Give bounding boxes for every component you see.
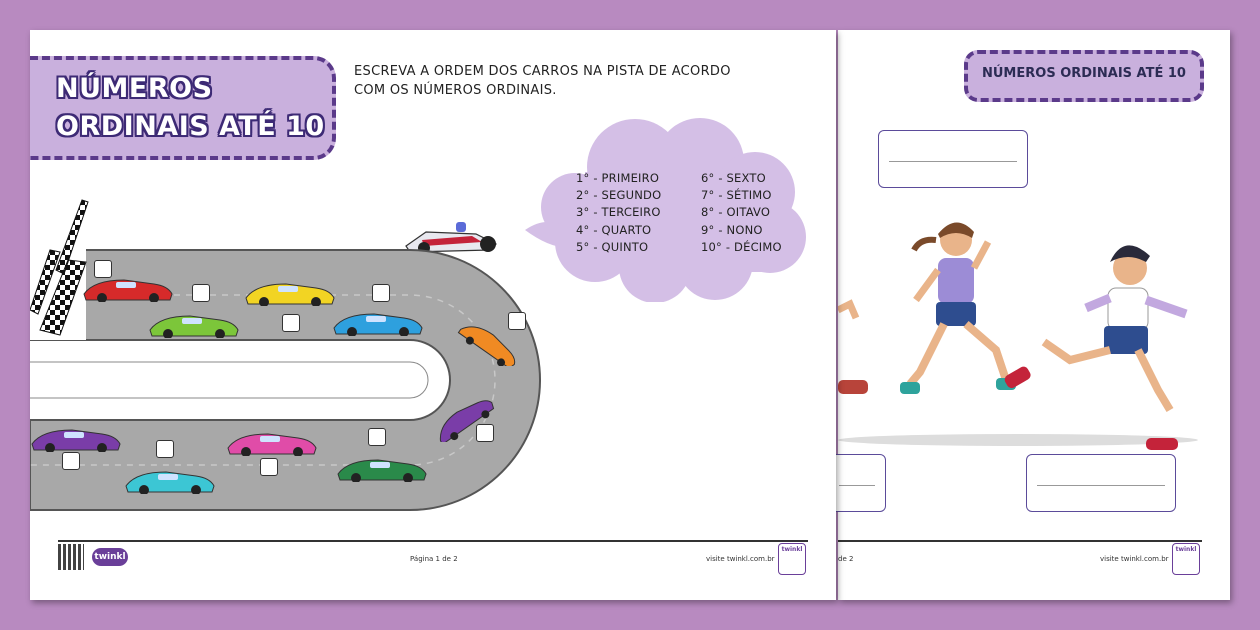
twinkl-logo-icon: twinkl [92,548,128,566]
ordinals-list-right [701,170,782,256]
race-car-icon [332,308,428,336]
answer-checkbox[interactable] [260,458,278,476]
page-1-title-banner [30,56,336,160]
answer-checkbox[interactable] [368,428,386,446]
ordinal-item: 1° - PRIMEIRO [576,171,660,185]
footer-divider [838,540,1202,542]
ordinal-item: 5° - QUINTO [576,239,649,254]
race-car-icon [30,424,122,452]
ordinal-item: 8° - OITAVO [701,205,771,220]
ordinal-item: 10° - DÉCIMO [701,239,782,254]
answer-box[interactable] [828,454,886,512]
answer-checkbox[interactable] [94,260,112,278]
footer-page-number: de 2 [838,555,854,563]
ordinal-item: 3° - TERCEIRO [576,205,661,220]
quality-badge-icon: twinkl [778,543,806,575]
answer-checkbox[interactable] [508,312,526,330]
answer-box[interactable] [1026,454,1176,512]
ordinal-item: 4° - QUARTO [576,222,652,237]
worksheet-page-1 [30,30,836,600]
answer-checkbox[interactable] [192,284,210,302]
quality-badge-icon: twinkl [1172,543,1200,575]
title-line-1: NÚMEROS [56,73,213,104]
running-children-illustration [838,210,1230,450]
page-2-title: NÚMEROS ORDINAIS ATÉ 10 [982,66,1186,81]
instruction-line-1: ESCREVA A ORDEM DOS CARROS NA PISTA DE ACORDO [354,64,731,79]
race-car-icon [148,310,244,338]
checkered-flag-icon [30,190,88,340]
qr-code-icon [58,544,84,570]
footer-website[interactable]: visite twinkl.com.br [706,555,775,563]
worksheet-page-2 [838,30,1230,600]
page-1-title [56,70,325,146]
footer-divider [58,540,808,542]
race-car-icon [244,278,336,306]
answer-checkbox[interactable] [476,424,494,442]
ordinal-item: 2° - SEGUNDO [576,188,662,203]
answer-checkbox[interactable] [282,314,300,332]
instruction-line-2: COM OS NÚMEROS ORDINAIS. [354,83,557,98]
instruction-text [354,62,754,100]
race-car-icon [336,454,432,482]
ordinal-item: 7° - SÉTIMO [701,188,772,203]
answer-checkbox[interactable] [62,452,80,470]
race-car-icon [82,274,174,302]
ordinal-item: 9° - NONO [701,222,763,237]
ordinal-item: 6° - SEXTO [701,171,766,185]
footer-page-number: Página 1 de 2 [410,555,458,563]
footer-website[interactable]: visite twinkl.com.br [1100,555,1169,563]
race-car-icon [124,466,220,494]
answer-box[interactable] [878,130,1028,188]
race-car-icon [226,428,318,456]
answer-checkbox[interactable] [372,284,390,302]
title-line-2: ORDINAIS ATÉ 10 [56,111,325,142]
page-2-title-banner [964,50,1204,102]
answer-checkbox[interactable] [156,440,174,458]
